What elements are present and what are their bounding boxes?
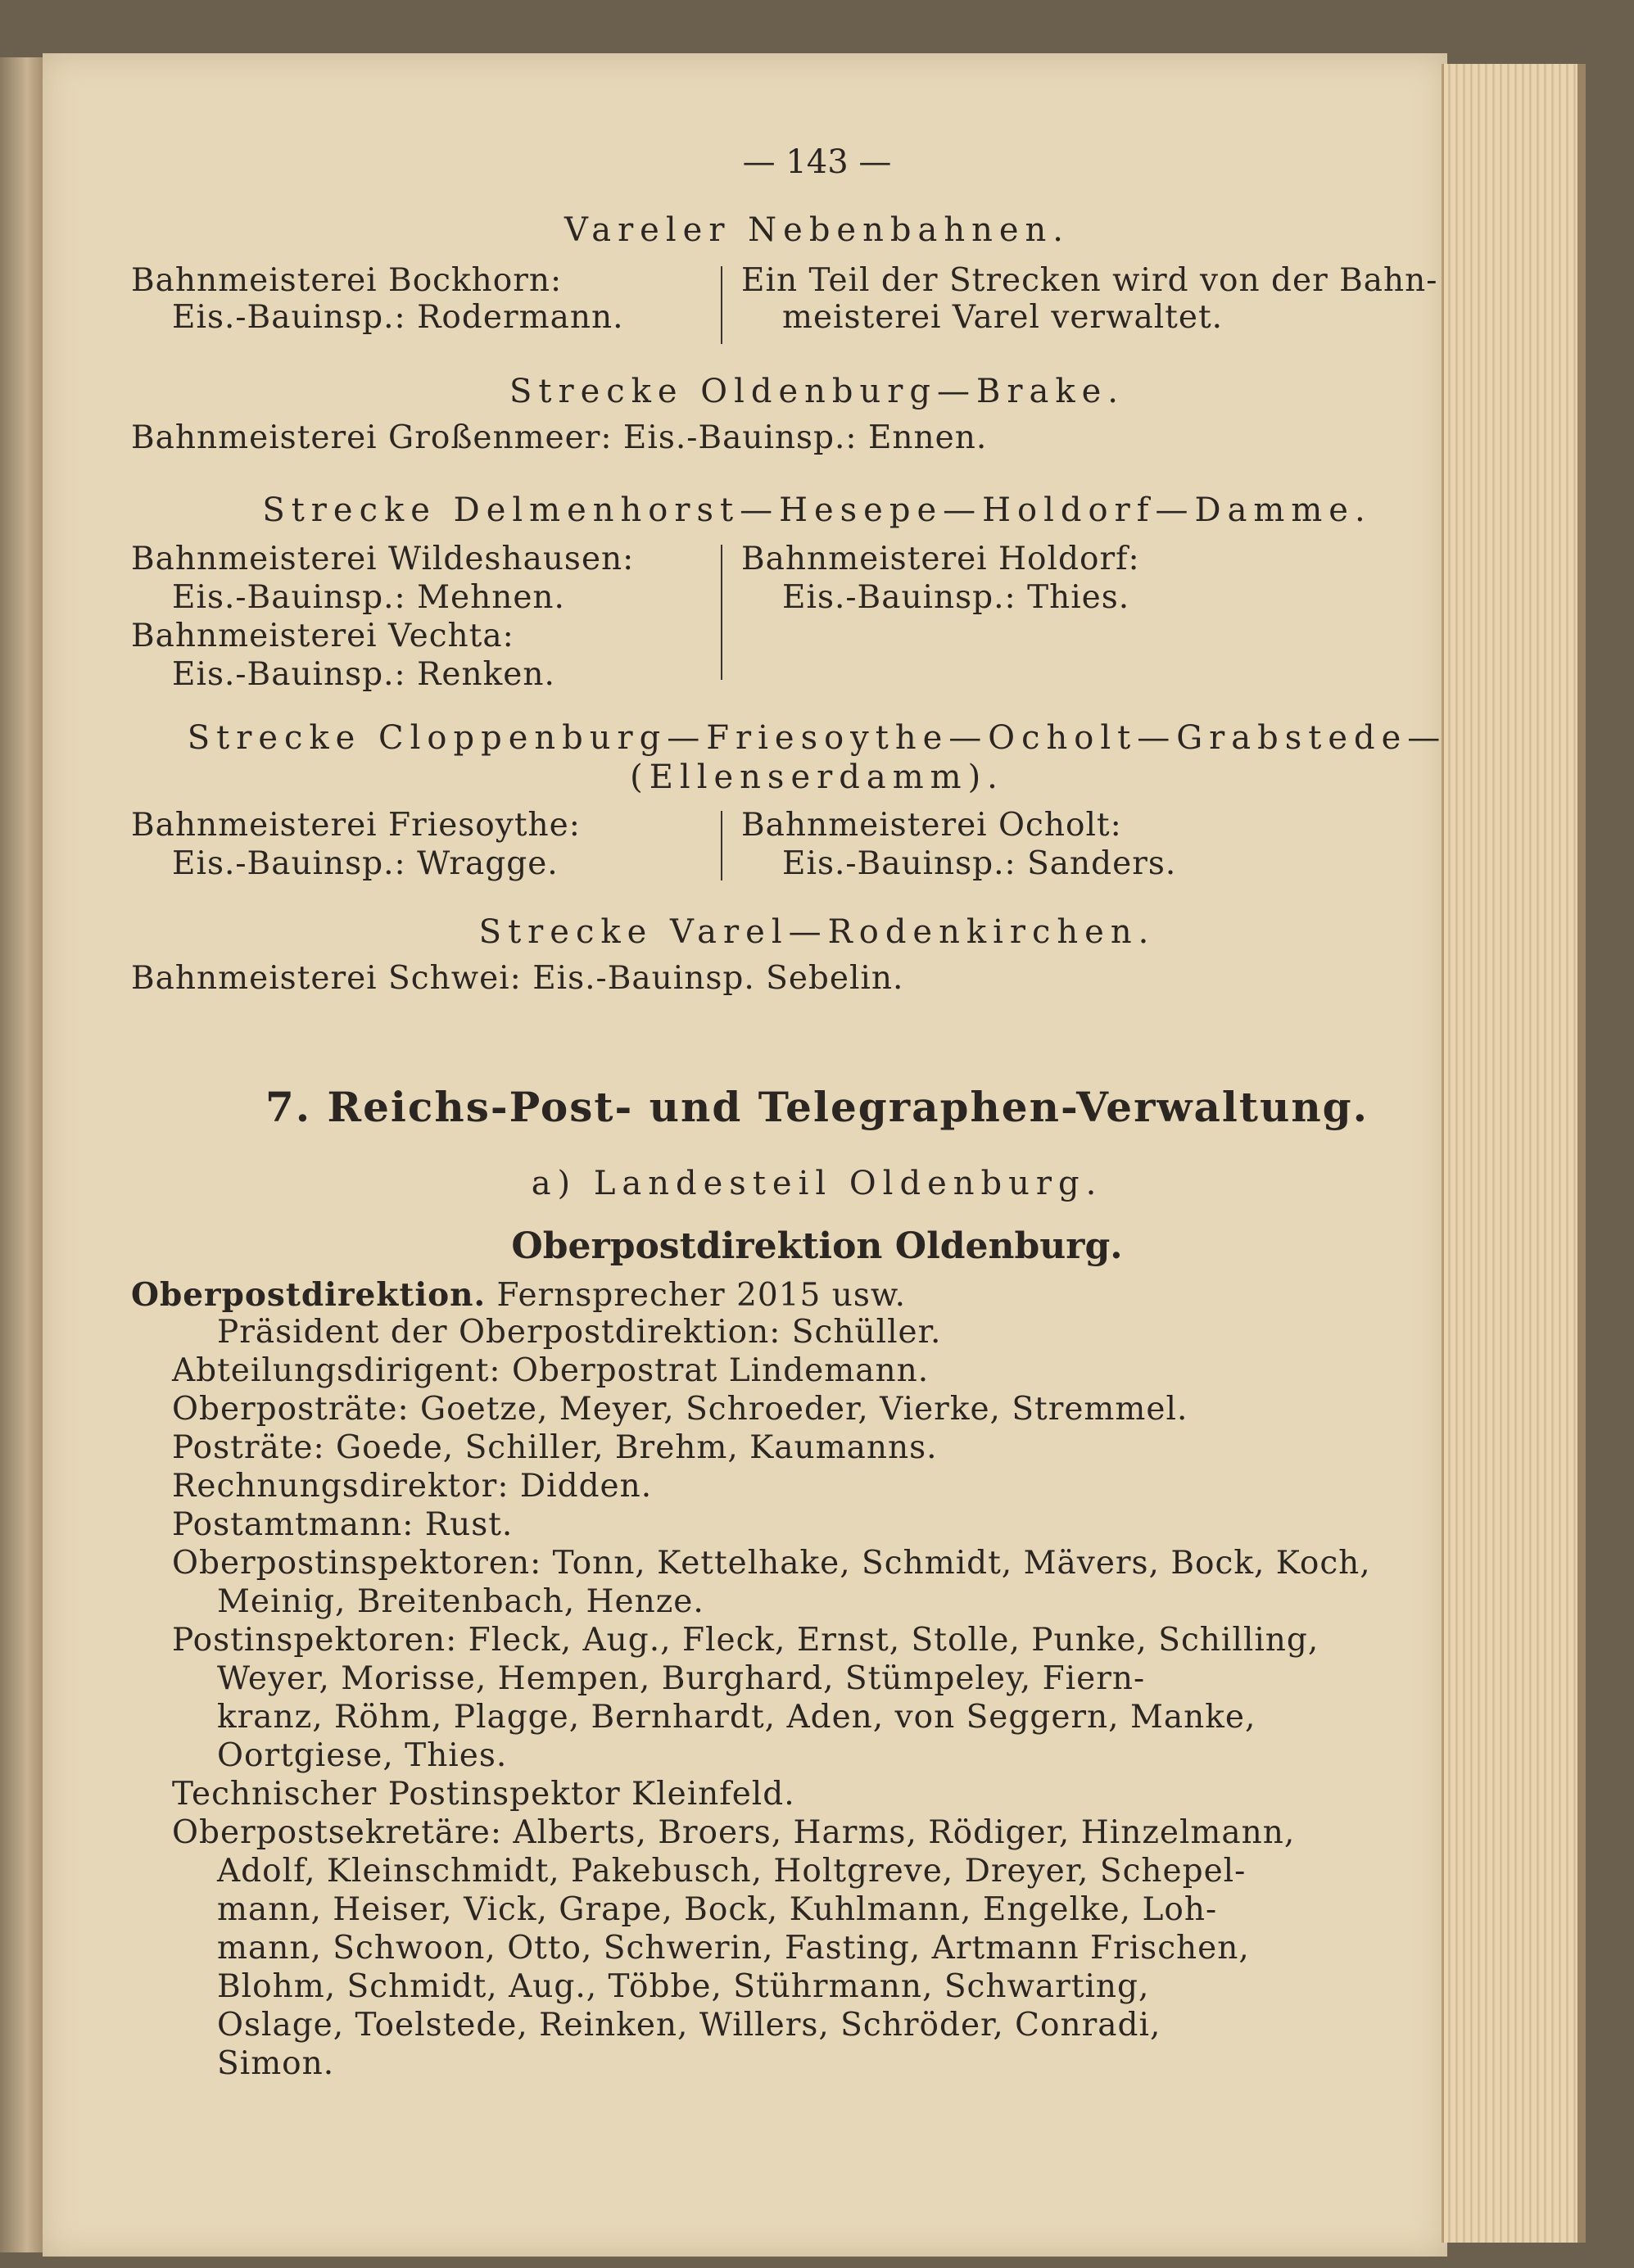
text-line: Eis.-Bauinsp.: Rodermann. bbox=[172, 299, 624, 336]
text-line: Postamtmann: Rust. bbox=[172, 1506, 514, 1543]
text-line: Bahnmeisterei Vechta: bbox=[131, 618, 514, 654]
text-line: kranz, Röhm, Plagge, Bernhardt, Aden, von Seggern, Manke, bbox=[217, 1699, 1256, 1736]
text-line: Eis.-Bauinsp.: Wragge. bbox=[172, 845, 559, 882]
text-line: Simon. bbox=[217, 2045, 335, 2082]
section-heading-brake: Strecke Oldenburg—Brake. bbox=[509, 373, 1125, 410]
text-line: mann, Heiser, Vick, Grape, Bock, Kuhlmann, Engelke, Loh- bbox=[217, 1891, 1218, 1928]
text-line: Oortgiese, Thies. bbox=[217, 1737, 508, 1774]
chapter-title: 7. Reichs-Post- und Telegraphen-Verwaltung. bbox=[265, 1083, 1369, 1131]
section-heading-rodenkirchen: Strecke Varel—Rodenkirchen. bbox=[478, 913, 1156, 951]
section-heading-delmenhorst: Strecke Delmenhorst—Hesepe—Holdorf—Damme. bbox=[262, 491, 1372, 529]
text-line: Bahnmeisterei Bockhorn: bbox=[131, 262, 563, 299]
text-line: Präsident der Oberpostdirektion: Schüller. bbox=[217, 1314, 942, 1351]
text-line: Weyer, Morisse, Hempen, Burghard, Stümpeley, Fiern- bbox=[217, 1660, 1146, 1697]
text-line: Oberpostinspektoren: Tonn, Kettelhake, Schmidt, Mävers, Bock, Koch, bbox=[172, 1545, 1371, 1582]
text-line: Rechnungsdirektor: Didden. bbox=[172, 1468, 653, 1505]
column-divider bbox=[721, 545, 722, 680]
subsection-title: a) Landesteil Oldenburg. bbox=[531, 1165, 1103, 1202]
text-line: Adolf, Kleinschmidt, Pakebusch, Holtgreve, Dreyer, Schepel- bbox=[217, 1853, 1247, 1890]
text-line: Eis.-Bauinsp.: Sanders. bbox=[782, 845, 1177, 882]
text-line: Bahnmeisterei Schwei: Eis.-Bauinsp. Sebelin. bbox=[131, 960, 904, 997]
text-line: Eis.-Bauinsp.: Renken. bbox=[172, 656, 555, 693]
lead-label: Oberpostdirektion. bbox=[131, 1276, 487, 1314]
text-line: Bahnmeisterei Friesoythe: bbox=[131, 807, 581, 844]
text-line: Postinspektoren: Fleck, Aug., Fleck, Ernst, Stolle, Punke, Schilling, bbox=[172, 1622, 1319, 1659]
section-heading-cloppenburg-cont: (Ellenserdamm). bbox=[630, 758, 1004, 796]
page-number: — 143 — bbox=[742, 143, 892, 181]
text-line: Oberposträte: Goetze, Meyer, Schroeder, Vierke, Stremmel. bbox=[172, 1391, 1188, 1428]
text-line: meisterei Varel verwaltet. bbox=[782, 299, 1224, 336]
section-heading-cloppenburg: Strecke Cloppenburg—Friesoythe—Ocholt—Grabstede— bbox=[187, 719, 1447, 757]
text-line: Bahnmeisterei Ocholt: bbox=[741, 807, 1122, 844]
text-line: mann, Schwoon, Otto, Schwerin, Fasting, Artmann Frischen, bbox=[217, 1930, 1250, 1967]
text-line: Posträte: Goede, Schiller, Brehm, Kaumanns. bbox=[172, 1429, 938, 1466]
text-line: Bahnmeisterei Großenmeer: Eis.-Bauinsp.: Ennen. bbox=[131, 419, 988, 456]
text-line: Eis.-Bauinsp.: Mehnen. bbox=[172, 579, 565, 616]
text-line: Abteilungsdirigent: Oberpostrat Lindemann. bbox=[172, 1352, 930, 1389]
column-divider bbox=[721, 266, 722, 344]
text-line: Technischer Postinspektor Kleinfeld. bbox=[172, 1776, 795, 1813]
text-line: Oberpostsekretäre: Alberts, Broers, Harms, Rödiger, Hinzelmann, bbox=[172, 1814, 1296, 1851]
section-heading-varel: Vareler Nebenbahnen. bbox=[564, 211, 1070, 249]
text-line bbox=[131, 1276, 906, 1314]
text-line: Meinig, Breitenbach, Henze. bbox=[217, 1583, 704, 1620]
subsubsection-title: Oberpostdirektion Oldenburg. bbox=[511, 1225, 1123, 1267]
text-line: Oslage, Toelstede, Reinken, Willers, Schröder, Conradi, bbox=[217, 2007, 1161, 2044]
text-line: Bahnmeisterei Wildeshausen: bbox=[131, 541, 635, 577]
text-line: Ein Teil der Strecken wird von der Bahn- bbox=[741, 262, 1438, 299]
text-line: Blohm, Schmidt, Aug., Többe, Stührmann, Schwarting, bbox=[217, 1968, 1150, 2005]
text-line: Bahnmeisterei Holdorf: bbox=[741, 541, 1140, 577]
column-divider bbox=[721, 811, 722, 880]
text-line: Eis.-Bauinsp.: Thies. bbox=[782, 579, 1130, 616]
lead-text: Fernsprecher 2015 usw. bbox=[496, 1277, 906, 1314]
